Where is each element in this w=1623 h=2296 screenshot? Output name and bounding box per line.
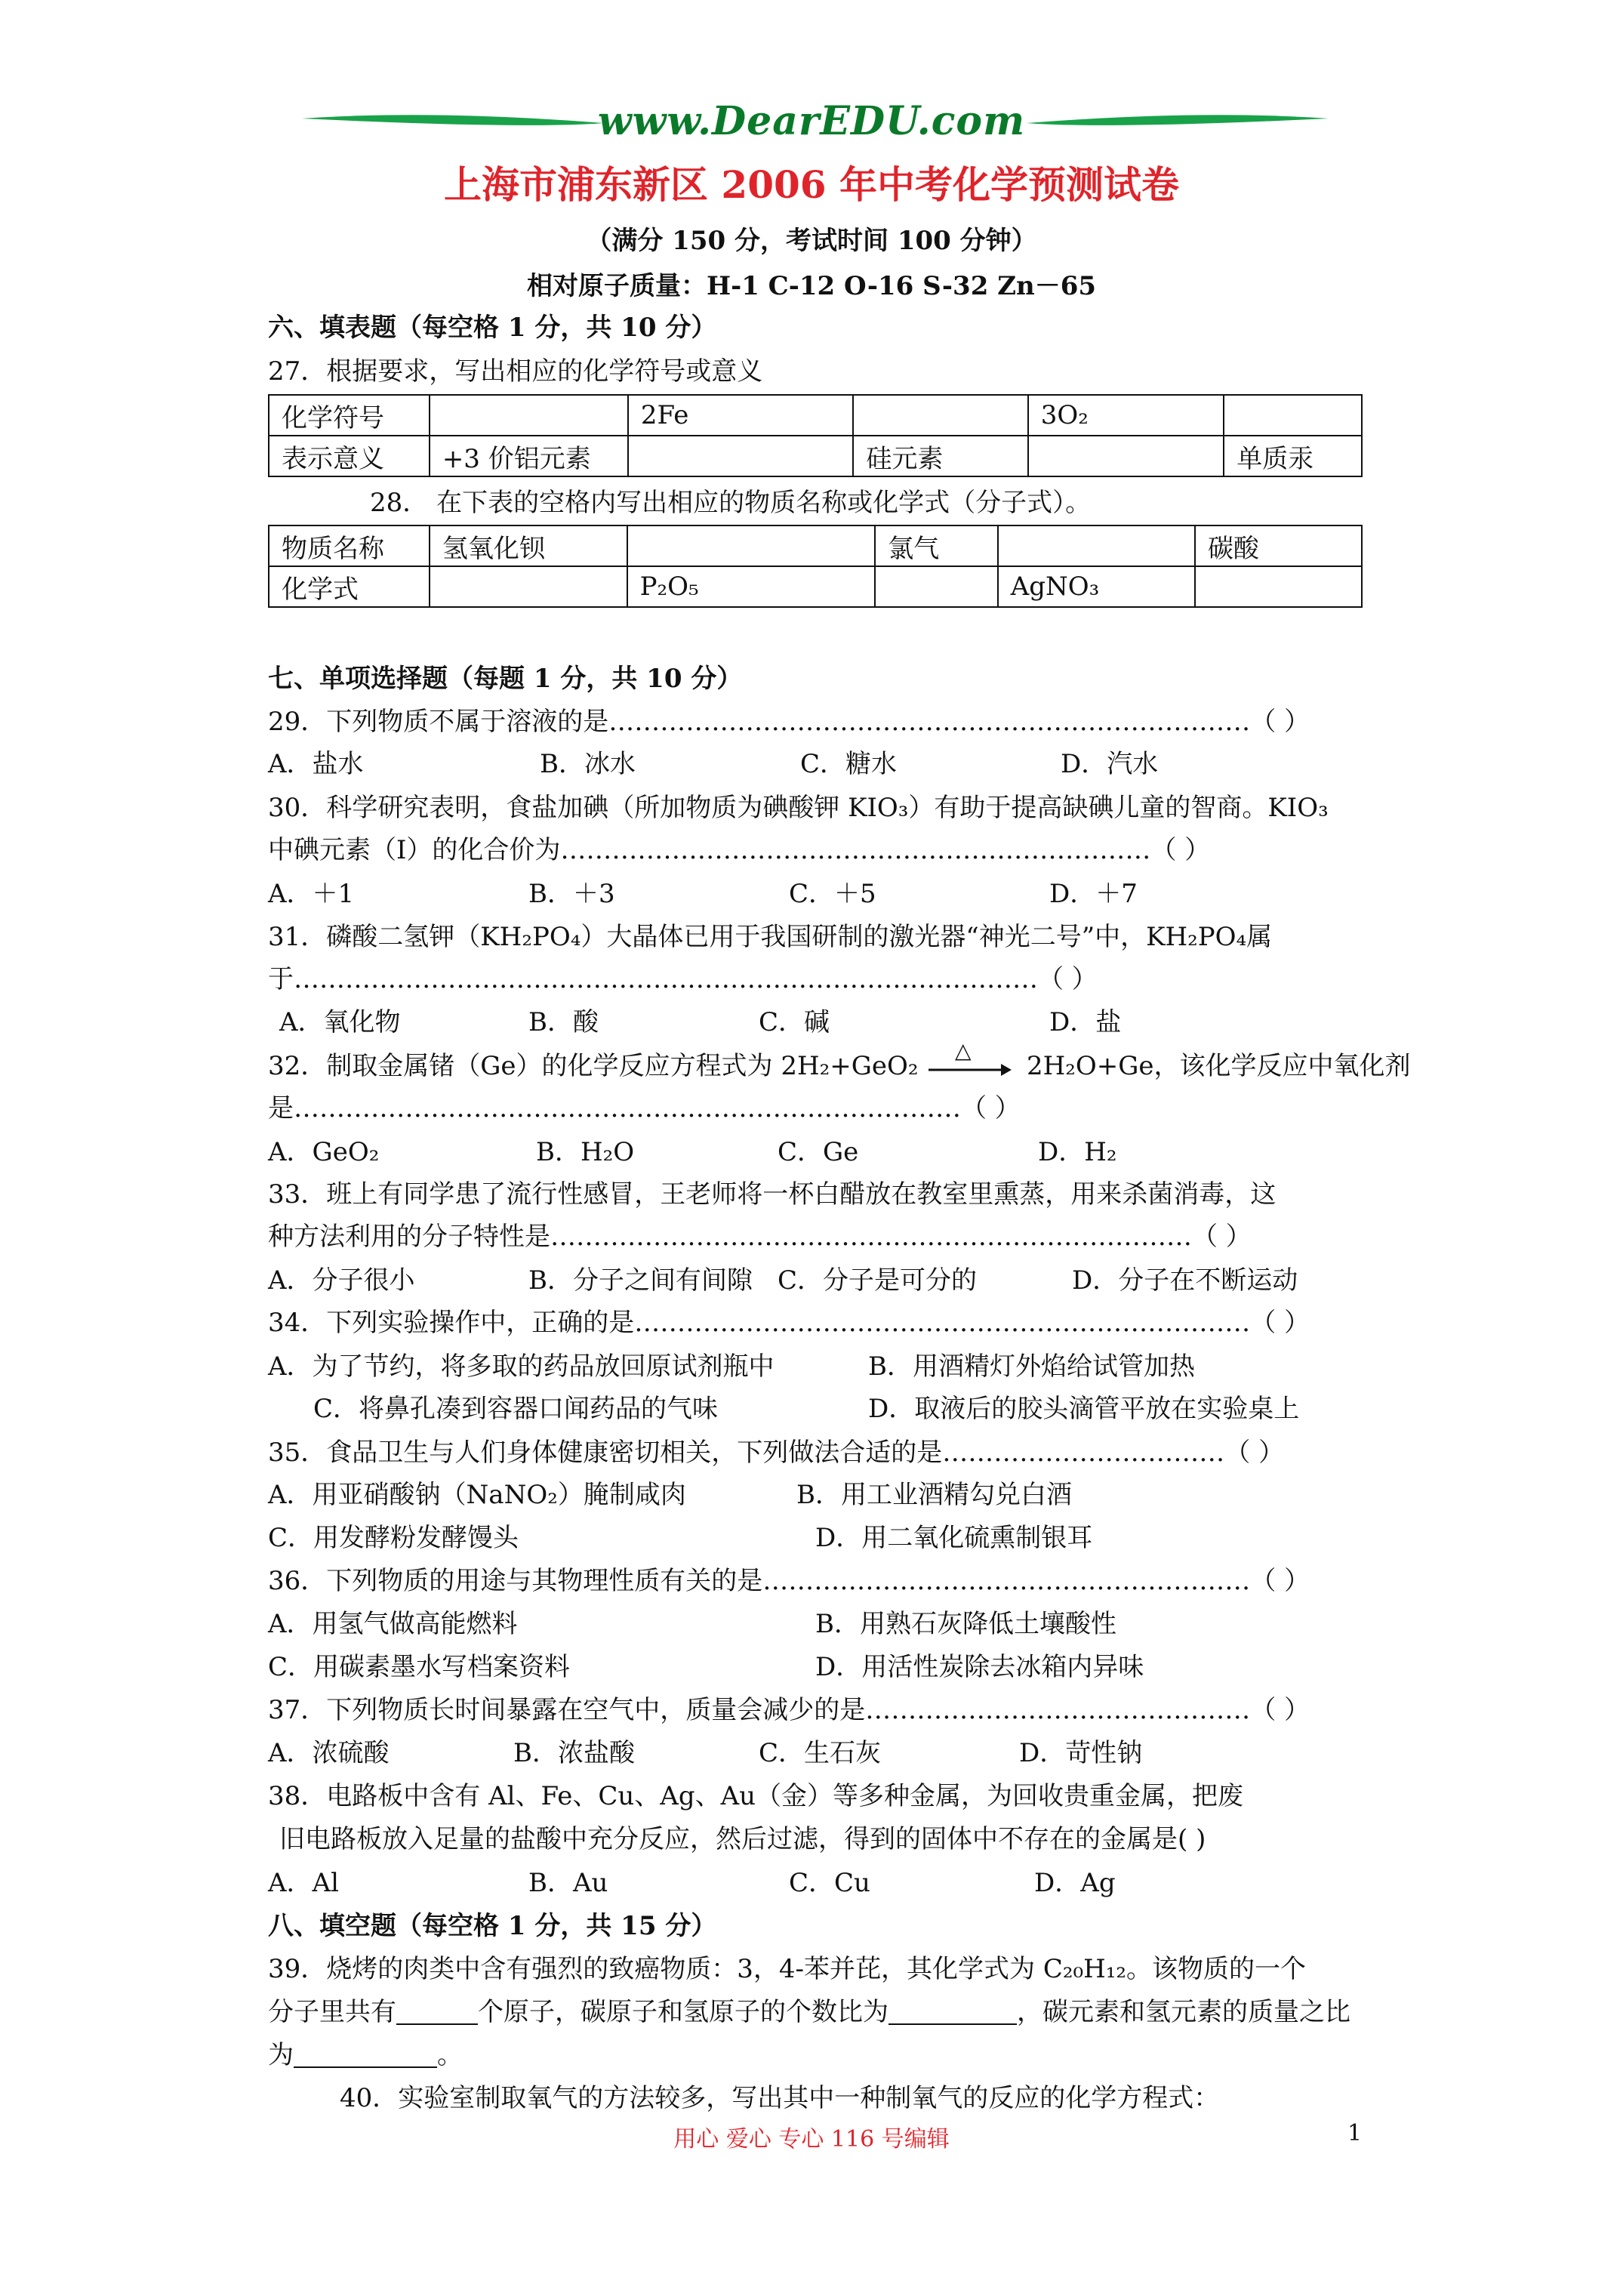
table-cell: 碳酸: [1195, 525, 1362, 566]
q38-option-c[interactable]: C．Cu: [789, 1868, 870, 1898]
q29-option-a[interactable]: A．盐水: [268, 749, 364, 779]
q34-option-c[interactable]: C．将鼻孔凑到容器口闻药品的气味: [313, 1394, 719, 1424]
q38-option-b[interactable]: B．Au: [528, 1868, 608, 1898]
q39-blank-ratio[interactable]: [888, 1998, 1017, 2025]
q39-blank-mass-ratio[interactable]: [294, 2041, 437, 2068]
table-cell: 表示意义: [269, 436, 430, 476]
q35-text: 35．食品卫生与人们身体健康密切相关，下列做法合适的是……………………………（ ）: [268, 1438, 1285, 1468]
q39-segment: 。: [437, 2040, 463, 2070]
table-cell: 物质名称: [269, 525, 430, 566]
table-cell: +3 价铝元素: [430, 436, 628, 476]
q36-option-a[interactable]: A．用氢气做高能燃料: [268, 1609, 518, 1639]
q32-text-line1a: 32．制取金属锗（Ge）的化学反应方程式为 2H₂+GeO₂: [268, 1051, 919, 1081]
q34-text: 34．下列实验操作中，正确的是………………………………………………………………（ ）: [268, 1308, 1310, 1338]
q31-option-a[interactable]: A．氧化物: [279, 1007, 401, 1037]
table-cell: 氯气: [875, 525, 997, 566]
q30-text-line2: 中碘元素（I）的化合价为……………………………………………………………（ ）: [268, 835, 1211, 865]
table-cell[interactable]: [627, 525, 876, 566]
q36-text: 36．下列物质的用途与其物理性质有关的是…………………………………………………（ ）: [268, 1566, 1310, 1596]
table-cell[interactable]: [1195, 566, 1362, 607]
table-cell: 2Fe: [628, 395, 853, 436]
q31-option-b[interactable]: B．酸: [528, 1007, 599, 1037]
table-row: [269, 395, 1362, 436]
q38-option-d[interactable]: D．Ag: [1034, 1868, 1116, 1898]
table-row: [269, 436, 1362, 476]
table-cell[interactable]: [1224, 395, 1362, 436]
table-chemical-symbols: [268, 394, 1363, 477]
q32-option-d[interactable]: D．H₂: [1038, 1137, 1117, 1167]
q34-option-b[interactable]: B．用酒精灯外焰给试管加热: [868, 1351, 1195, 1382]
table-row: [269, 525, 1362, 566]
table-cell: AgNO₃: [998, 566, 1195, 607]
table-cell: 氢氧化钡: [430, 525, 627, 566]
q28-text: 28． 在下表的空格内写出相应的物质名称或化学式（分子式）。: [370, 488, 1092, 518]
exam-info: （满分 150 分，考试时间 100 分钟）: [586, 226, 1037, 256]
q33-text-line2: 种方法利用的分子特性是…………………………………………………………………（ ）: [268, 1222, 1252, 1252]
table-row: [269, 566, 1362, 607]
q33-option-d[interactable]: D．分子在不断运动: [1072, 1265, 1298, 1296]
q33-option-b[interactable]: B．分子之间有间隙: [528, 1265, 753, 1296]
table-cell: 硅元素: [853, 436, 1027, 476]
q30-text-line1: 30．科学研究表明，食盐加碘（所加物质为碘酸钾 KIO₃）有助于提高缺碘儿童的智商。KIO₃: [268, 793, 1329, 823]
table-cell[interactable]: [628, 436, 853, 476]
q35-option-d[interactable]: D．用二氧化硫熏制银耳: [815, 1523, 1093, 1553]
q37-text: 37．下列物质长时间暴露在空气中，质量会减少的是………………………………………（ ）: [268, 1695, 1310, 1725]
q32-option-a[interactable]: A．GeO₂: [268, 1137, 380, 1167]
page-title: 上海市浦东新区 2006 年中考化学预测试卷: [444, 162, 1179, 207]
q31-text-line1: 31．磷酸二氢钾（KH₂PO₄）大晶体已用于我国研制的激光器“神光二号”中，KH₂PO₄属: [268, 922, 1273, 952]
q40-text: 40．实验室制取氧气的方法较多，写出其中一种制氧气的反应的化学方程式：: [340, 2083, 1220, 2113]
q37-option-b[interactable]: B．浓盐酸: [513, 1738, 635, 1768]
q37-option-a[interactable]: A．浓硫酸: [268, 1738, 390, 1768]
q31-text-line2: 于……………………………………………………………………………（ ）: [268, 964, 1098, 994]
table-cell: 3O₂: [1028, 395, 1224, 436]
q39-text-line1: 39．烧烤的肉类中含有强烈的致癌物质：3，4-苯并芘，其化学式为 C₂₀H₁₂。该物质的一个: [268, 1954, 1307, 1984]
q33-text-line1: 33．班上有同学患了流行性感冒，王老师将一杯白醋放在教室里熏蒸，用来杀菌消毒，这: [268, 1179, 1277, 1210]
table-cell: 化学符号: [269, 395, 430, 436]
q27-text: 27．根据要求，写出相应的化学符号或意义: [268, 356, 763, 387]
q29-option-d[interactable]: D．汽水: [1061, 749, 1159, 779]
q36-option-b[interactable]: B．用熟石灰降低土壤酸性: [815, 1609, 1116, 1639]
q34-option-a[interactable]: A．为了节约，将多取的药品放回原试剂瓶中: [268, 1351, 775, 1382]
section8-heading: 八、填空题（每空格 1 分，共 15 分）: [268, 1911, 717, 1941]
q30-option-c[interactable]: C．＋5: [789, 879, 876, 909]
table-cell[interactable]: [1028, 436, 1224, 476]
q30-option-a[interactable]: A．＋1: [268, 879, 355, 909]
q33-option-c[interactable]: C．分子是可分的: [778, 1265, 978, 1296]
q37-option-c[interactable]: C．生石灰: [759, 1738, 882, 1768]
q30-option-d[interactable]: D．＋7: [1049, 879, 1138, 909]
q37-option-d[interactable]: D．苛性钠: [1019, 1738, 1143, 1768]
table-cell[interactable]: [430, 395, 628, 436]
table-substance-names: [268, 525, 1363, 608]
q32-option-b[interactable]: B．H₂O: [536, 1137, 635, 1167]
table-cell[interactable]: [875, 566, 997, 607]
table-cell: 化学式: [269, 566, 430, 607]
q36-option-c[interactable]: C．用碳素墨水写档案资料: [268, 1652, 571, 1682]
section6-heading: 六、填表题（每空格 1 分，共 10 分）: [268, 313, 717, 343]
q39-segment: 个原子，碳原子和氢原子的个数比为: [478, 1997, 888, 2027]
q31-option-c[interactable]: C．碱: [759, 1007, 830, 1037]
q38-text-line2: 旧电路板放入足量的盐酸中充分反应，然后过滤，得到的固体中不存在的金属是( ): [279, 1824, 1206, 1854]
q39-segment: ，碳元素和氢元素的质量之比: [1017, 1997, 1350, 2027]
q35-option-b[interactable]: B．用工业酒精勾兑白酒: [796, 1480, 1072, 1510]
q31-option-d[interactable]: D．盐: [1049, 1007, 1122, 1037]
q29-option-c[interactable]: C．糖水: [800, 749, 898, 779]
q36-option-d[interactable]: D．用活性炭除去冰箱内异味: [815, 1652, 1144, 1682]
q38-text-line1: 38．电路板中含有 Al、Fe、Cu、Ag、Au（金）等多种金属，为回收贵重金属，把废: [268, 1781, 1244, 1811]
q32-text-line2: 是……………………………………………………………………（ ）: [268, 1093, 1021, 1123]
table-cell: 单质汞: [1224, 436, 1362, 476]
table-cell[interactable]: [998, 525, 1195, 566]
q35-option-a[interactable]: A．用亚硝酸钠（NaNO₂）腌制咸肉: [268, 1480, 686, 1510]
atomic-mass: 相对原子质量：H-1 C-12 O-16 S-32 Zn－65: [526, 271, 1097, 301]
q39-blank-atoms[interactable]: [396, 1998, 478, 2025]
q35-option-c[interactable]: C．用发酵粉发酵馒头: [268, 1523, 519, 1553]
q39-segment: 分子里共有: [268, 1997, 396, 2027]
table-cell[interactable]: [430, 566, 627, 607]
table-cell[interactable]: [853, 395, 1027, 436]
q39-text-line2: [268, 1994, 1350, 2030]
q38-option-a[interactable]: A．Al: [268, 1868, 339, 1898]
q32-reaction-condition: △: [955, 1038, 972, 1063]
q39-segment: 为: [268, 2040, 294, 2070]
q32-option-c[interactable]: C．Ge: [778, 1137, 859, 1167]
table-cell: P₂O₅: [627, 566, 876, 607]
q30-option-b[interactable]: B．＋3: [528, 879, 615, 909]
q34-option-d[interactable]: D．取液后的胶头滴管平放在实验桌上: [868, 1394, 1300, 1424]
website-url: www.DearEDU.com: [597, 98, 1026, 144]
q39-text-line3: [268, 2037, 463, 2073]
footer-motto: 用心 爱心 专心 116 号编辑: [673, 2126, 950, 2153]
page-number: 1: [1347, 2120, 1363, 2147]
q29-text: 29．下列物质不属于溶液的是…………………………………………………………………（ ）: [268, 707, 1310, 737]
q29-option-b[interactable]: B．冰水: [540, 749, 636, 779]
reaction-arrow-icon: [929, 1061, 1012, 1079]
section7-heading: 七、单项选择题（每题 1 分，共 10 分）: [268, 664, 743, 694]
q33-option-a[interactable]: A．分子很小: [268, 1265, 415, 1296]
q32-text-line1b: 2H₂O+Ge，该化学反应中氧化剂: [1027, 1051, 1411, 1081]
